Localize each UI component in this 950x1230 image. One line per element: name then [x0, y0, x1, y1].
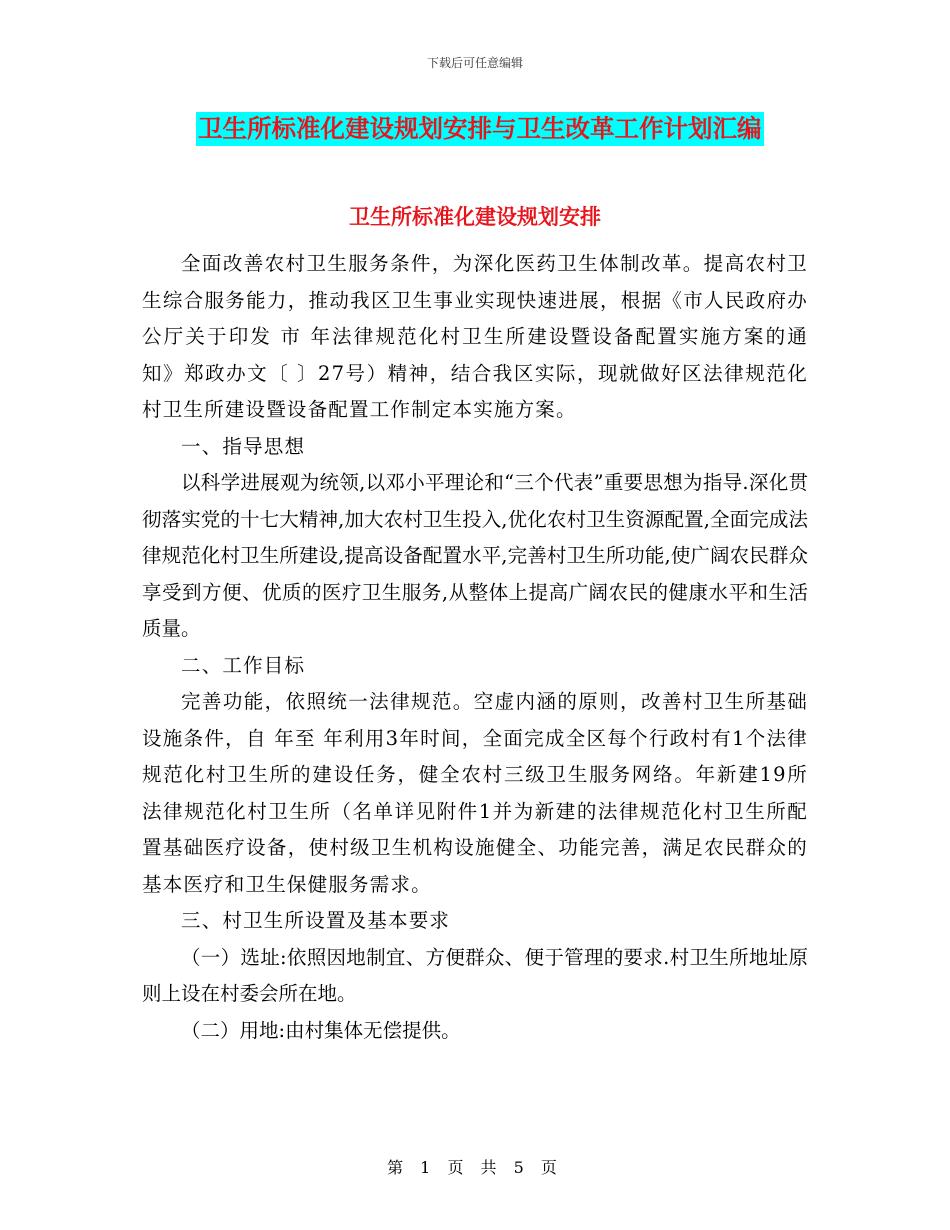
heading-clinic-requirements: 三、村卫生所设置及基本要求 — [181, 909, 451, 932]
work-goals-paragraph: 完善功能，依照统一法律规范。空虚内涵的原则，改善村卫生所基础设施条件，自 年至 年利用3年时间，全面完成全区每个行政村有1个法律规范化村卫生所的建设任务，健全农村三级卫生服务网络。年新建19所法律规范化村卫生所（名单详见附件1并为新建的法律规范化村卫生所配置基础医疗设备，使村级卫生机构设施健全、功能完善，满足农民群众的基本医疗和卫生保健服务需求。 — [142, 690, 808, 896]
land-use-paragraph: （二）用地:由村集体无偿提供。 — [181, 1018, 461, 1042]
document-body — [142, 246, 808, 1049]
heading-work-goals: 二、工作目标 — [181, 653, 306, 677]
document-main-title: 卫生所标准化建设规划安排与卫生改革工作计划汇编 — [196, 112, 764, 146]
heading-guiding-ideology: 一、指导思想 — [181, 434, 306, 458]
page-footer: 第 1 页 共 5 页 — [387, 1158, 563, 1177]
header-note: 下载后可任意编辑 — [426, 56, 523, 70]
intro-paragraph: 全面改善农村卫生服务条件，为深化医药卫生体制改革。提高农村卫生综合服务能力，推动我区卫生事业实现快速进展，根据《市人民政府办公厅关于印发 市 年法律规范化村卫生所建设暨设备配置实施方案的通知》郑政办文〔 〕27号）精神，结合我区实际，现就做好区法律规范化村卫生所建设暨设备配置工作制定本实施方案。 — [142, 252, 808, 421]
site-selection-paragraph: （一）选址:依照因地制宜、方便群众、便于管理的要求.村卫生所地址原则上设在村委会所在地。 — [142, 945, 808, 1005]
section-title: 卫生所标准化建设规划安排 — [349, 205, 601, 229]
guiding-ideology-paragraph: 以科学进展观为统领,以邓小平理论和“三个代表”重要思想为指导.深化贯彻落实党的十七大精神,加大农村卫生投入,优化农村卫生资源配置,全面完成法律规范化村卫生所建设,提高设备配置水平,完善村卫生所功能,使广阔农民群众享受到方便、优质的医疗卫生服务,从整体上提高广阔农民的健康水平和生活质量。 — [142, 471, 808, 640]
